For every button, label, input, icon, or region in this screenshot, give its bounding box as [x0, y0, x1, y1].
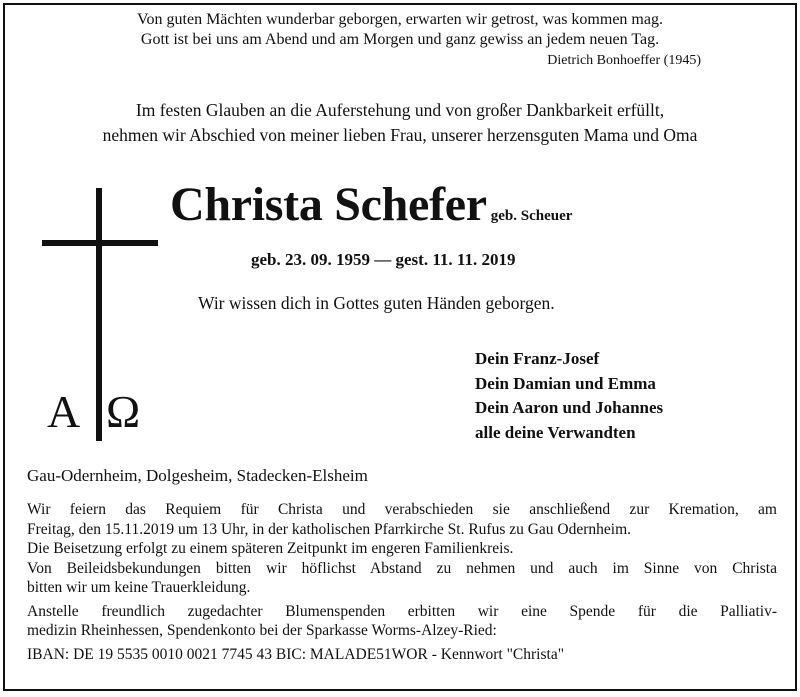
bank-details: IBAN: DE 19 5535 0010 0021 7745 43 BIC: MALADE51WOR - Kennwort "Christa" — [27, 645, 565, 663]
poem-author: Dietrich Bonhoeffer (1945) — [547, 53, 701, 68]
mourner-3: Dein Aaron und Johannes — [475, 398, 664, 417]
condolence-line-1: Von Beileidsbekundungen bitten wir höflichst Abstand zu nehmen und auch im Sinne von Christa — [27, 559, 777, 577]
requiem-line-1: Wir feiern das Requiem für Christa und verabschieden sie anschließend zur Kremation, am — [27, 501, 777, 518]
life-dates: geb. 23. 09. 1959 — gest. 11. 11. 2019 — [251, 250, 516, 269]
donation-line-2: medizin Rheinhessen, Spendenkonto bei der Sparkasse Worms-Alzey-Ried: — [27, 622, 497, 639]
motto: Wir wissen dich in Gottes guten Händen geborgen. — [198, 293, 555, 313]
poem-line-2: Gott ist bei uns am Abend und am Morgen und ganz gewiss an jedem neuen Tag. — [140, 31, 660, 48]
omega-symbol: Ω — [106, 386, 141, 437]
notices — [27, 500, 777, 664]
burial-note: Die Beisetzung erfolgt zu einem späteren Zeitpunkt im engeren Familienkreis. — [27, 540, 514, 557]
donation-line-1: Anstelle freundlich zugedachter Blumenspenden erbitten wir eine Spende für die Palliativ- — [27, 602, 777, 620]
deceased-name: Christa Schefer — [170, 178, 487, 231]
places: Gau-Odernheim, Dolgesheim, Stadecken-Elsheim — [27, 466, 368, 485]
mourner-2: Dein Damian und Emma — [475, 373, 656, 393]
cross-vertical-beam — [96, 188, 102, 441]
maiden-name: geb. Scheuer — [490, 208, 573, 224]
intro-line-2: nehmen wir Abschied von meiner lieben Frau, unserer herzensguten Mama und Oma — [102, 125, 698, 145]
alpha-symbol: A — [47, 386, 81, 437]
mourner-1: Dein Franz-Josef — [475, 349, 600, 368]
mourner-4: alle deine Verwandten — [475, 422, 636, 442]
intro-line-1: Im festen Glauben an die Auferstehung und von großer Dankbarkeit erfüllt, — [135, 100, 665, 120]
deceased-heading — [170, 177, 572, 232]
obituary-notice — [3, 3, 797, 691]
requiem-line-2: Freitag, den 15.11.2019 um 13 Uhr, in der katholischen Pfarrkirche St. Rufus zu Gau Odernheim. — [27, 520, 632, 538]
mourners-list — [475, 347, 663, 445]
condolence-line-2: bitten wir um keine Trauerkleidung. — [27, 579, 251, 596]
poem-line-1: Von guten Mächten wunderbar geborgen, erwarten wir getrost, was kommen mag. — [137, 11, 663, 28]
